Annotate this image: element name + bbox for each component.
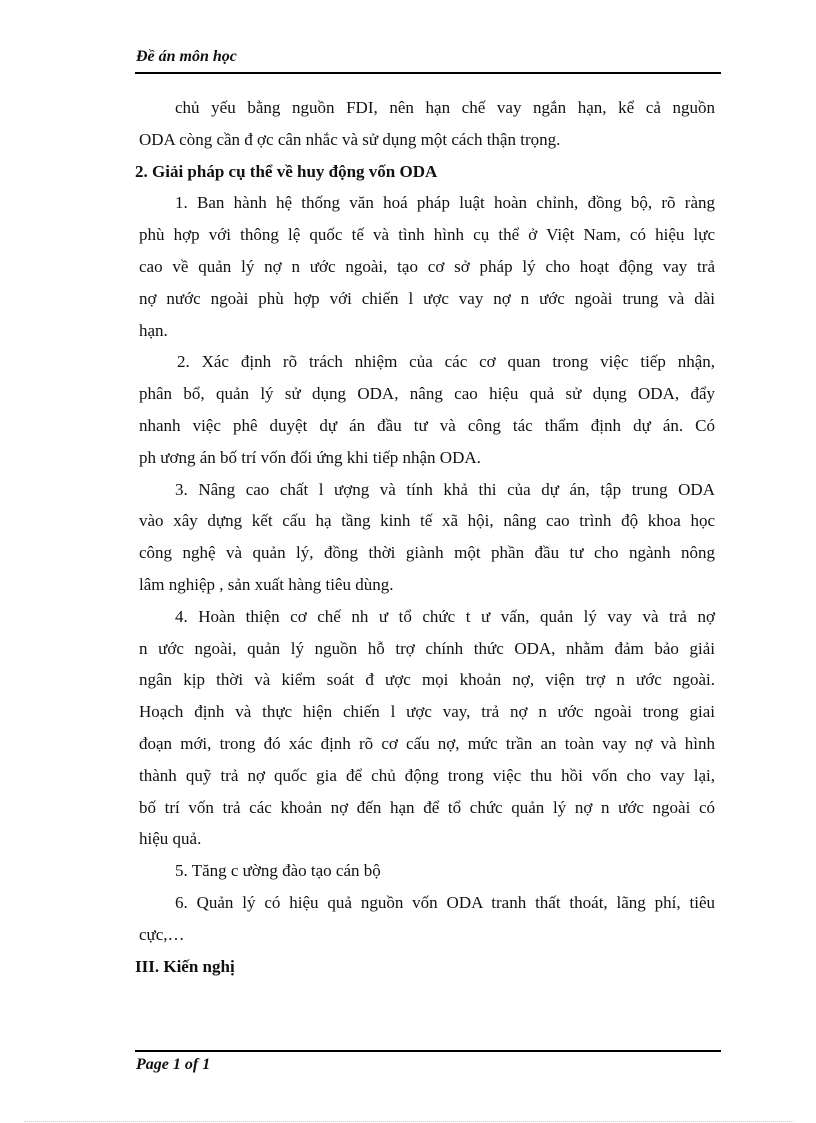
- paragraph-line: 3. Nâng cao chất l ượng và tính khả thi của dự án, tập trung ODA: [175, 479, 715, 499]
- page-boundary-divider: [24, 1121, 794, 1122]
- page-header: [135, 48, 721, 74]
- paragraph-line: ngân kịp thời và kiểm soát đ ược mọi khoản nợ, viện trợ n ước ngoài.: [139, 670, 715, 690]
- page-footer: [135, 1050, 721, 1073]
- paragraph-line: công nghệ và quản lý, đồng thời giành một phần đầu tư cho ngành nông: [139, 543, 715, 563]
- paragraph-line: hạn.: [139, 320, 168, 340]
- paragraph-line: 6. Quản lý có hiệu quả nguồn vốn ODA tranh thất thoát, lãng phí, tiêu: [175, 892, 715, 912]
- paragraph-line: vào xây dựng kết cấu hạ tầng kinh tế xã hội, nâng cao trình độ khoa học: [139, 511, 715, 531]
- paragraph-line: phù hợp với thông lệ quốc tế và tình hình cụ thể ở Việt Nam, có hiệu lực: [139, 225, 715, 245]
- document-body: [135, 92, 715, 982]
- paragraph-line: cực,…: [139, 924, 185, 944]
- paragraph-line: thành quỹ trả nợ quốc gia để chủ động trong việc thu hồi vốn cho vay lại,: [139, 765, 715, 785]
- paragraph-line: 1. Ban hành hệ thống văn hoá pháp luật hoàn chỉnh, đồng bộ, rõ ràng: [175, 193, 715, 213]
- paragraph-line: 2. Xác định rõ trách nhiệm của các cơ quan trong việc tiếp nhận,: [177, 352, 715, 372]
- paragraph-line: đoạn mới, trong đó xác định rõ cơ cấu nợ, mức trần an toàn vay nợ và hình: [139, 733, 715, 753]
- paragraph-line: bố trí vốn trả các khoản nợ đến hạn để tổ chức quản lý nợ n ước ngoài có: [139, 797, 715, 817]
- paragraph-line: nhanh việc phê duyệt dự án đầu tư và công tác thẩm định dự án. Có: [139, 415, 715, 435]
- paragraph-line: cao về quản lý nợ n ước ngoài, tạo cơ sở pháp lý cho hoạt động vay trả: [139, 256, 715, 276]
- section-heading: 2. Giải pháp cụ thể về huy động vốn ODA: [135, 161, 438, 181]
- section-heading: III. Kiến nghị: [135, 956, 235, 976]
- paragraph-line: n ước ngoài, quản lý nguồn hỗ trợ chính thức ODA, nhằm đảm bảo giải: [139, 638, 715, 658]
- paragraph-line: phân bổ, quản lý sử dụng ODA, nâng cao hiệu quả sử dụng ODA, đẩy: [139, 384, 715, 404]
- page-number-label: Page 1 of 1: [136, 1056, 211, 1073]
- paragraph-line: chủ yếu bằng nguồn FDI, nên hạn chế vay ngắn hạn, kể cả nguồn: [175, 98, 715, 117]
- paragraph-line: ODA còng cần đ ợc cân nhắc và sử dụng một cách thận trọng.: [139, 129, 561, 149]
- paragraph-line: lâm nghiệp , sản xuất hàng tiêu dùng.: [139, 574, 394, 594]
- paragraph-line: 5. Tăng c ường đào tạo cán bộ: [175, 861, 381, 881]
- paragraph-line: nợ nước ngoài phù hợp với chiến l ược vay nợ n ước ngoài trung và dài: [139, 288, 715, 308]
- paragraph-line: ph ương án bố trí vốn đối ứng khi tiếp nhận ODA.: [139, 447, 481, 467]
- paragraph-line: Hoạch định và thực hiện chiến l ược vay, trả nợ n ước ngoài trong giai: [139, 702, 715, 722]
- paragraph-line: 4. Hoàn thiện cơ chế nh ư tổ chức t ư vấn, quản lý vay và trả nợ: [175, 606, 715, 626]
- paragraph-line: hiệu quả.: [139, 829, 202, 849]
- header-title: Đề án môn học: [136, 48, 237, 65]
